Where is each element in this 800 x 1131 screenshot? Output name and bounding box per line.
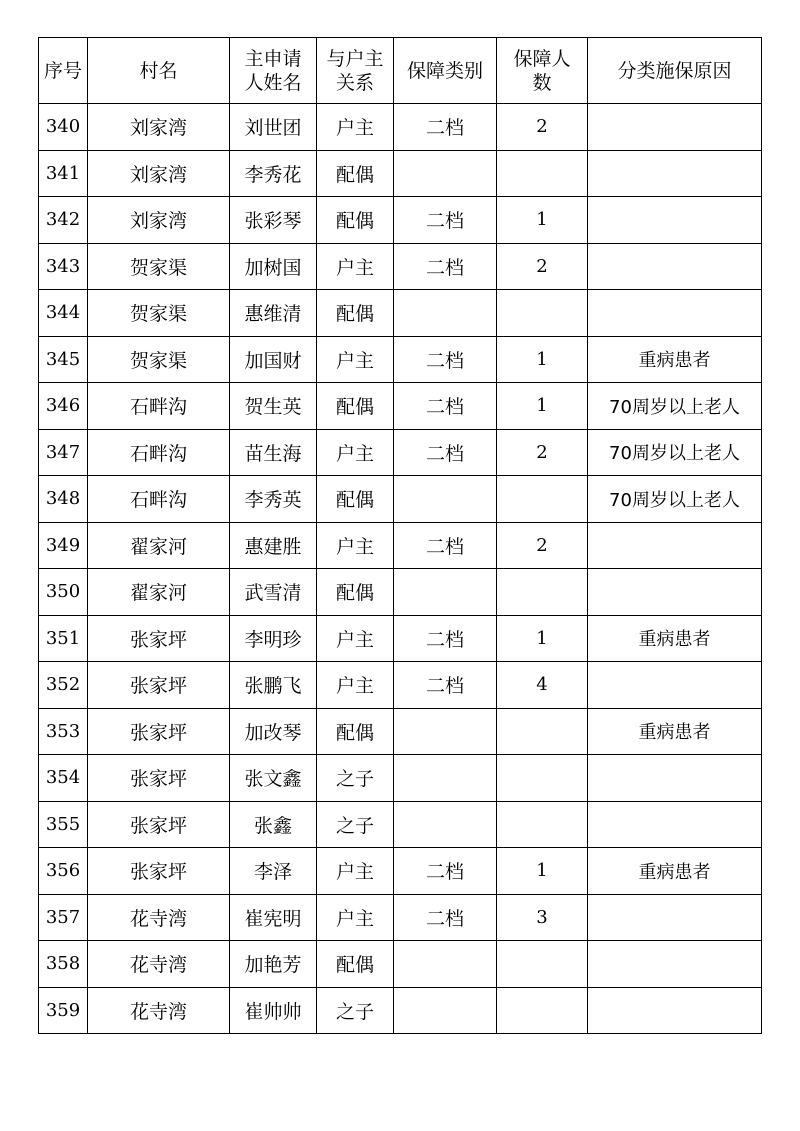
table-row (39, 104, 762, 151)
cell-category: 二档 (394, 848, 497, 895)
cell-applicant-name: 加国财 (230, 336, 317, 383)
cell-reason: 重病患者 (588, 336, 762, 383)
cell-seq: 347 (39, 429, 88, 476)
cell-applicant-name: 贺生英 (230, 383, 317, 430)
cell-seq: 346 (39, 383, 88, 430)
cell-reason: 70周岁以上老人 (588, 383, 762, 430)
cell-count: 3 (497, 894, 588, 941)
table-row (39, 615, 762, 662)
cell-reason (588, 197, 762, 244)
cell-count (497, 569, 588, 616)
cell-seq: 345 (39, 336, 88, 383)
cell-reason: 重病患者 (588, 615, 762, 662)
cell-applicant-name: 张彩琴 (230, 197, 317, 244)
cell-seq: 354 (39, 755, 88, 802)
cell-village: 石畔沟 (88, 383, 230, 430)
cell-village: 贺家渠 (88, 336, 230, 383)
cell-seq: 359 (39, 987, 88, 1034)
cell-village: 张家坪 (88, 662, 230, 709)
cell-village: 石畔沟 (88, 429, 230, 476)
cell-seq: 353 (39, 708, 88, 755)
table-row (39, 894, 762, 941)
cell-relation: 配偶 (317, 708, 394, 755)
cell-count: 1 (497, 615, 588, 662)
cell-applicant-name: 崔宪明 (230, 894, 317, 941)
header-applicant: 主申请 人姓名 (230, 38, 317, 104)
cell-village: 张家坪 (88, 615, 230, 662)
header-category: 保障类别 (394, 38, 497, 104)
cell-reason (588, 243, 762, 290)
cell-category (394, 801, 497, 848)
table-row (39, 662, 762, 709)
cell-seq: 357 (39, 894, 88, 941)
cell-relation: 户主 (317, 615, 394, 662)
cell-relation: 配偶 (317, 941, 394, 988)
cell-village: 贺家渠 (88, 290, 230, 337)
cell-seq: 344 (39, 290, 88, 337)
table-row (39, 336, 762, 383)
cell-reason (588, 801, 762, 848)
table-row (39, 569, 762, 616)
cell-applicant-name: 李秀英 (230, 476, 317, 523)
cell-village: 石畔沟 (88, 476, 230, 523)
cell-category: 二档 (394, 615, 497, 662)
table-row (39, 290, 762, 337)
cell-village: 翟家河 (88, 569, 230, 616)
cell-village: 张家坪 (88, 708, 230, 755)
cell-count: 1 (497, 848, 588, 895)
cell-seq: 350 (39, 569, 88, 616)
cell-category (394, 569, 497, 616)
cell-relation: 配偶 (317, 476, 394, 523)
cell-reason (588, 941, 762, 988)
cell-reason (588, 150, 762, 197)
cell-count (497, 476, 588, 523)
cell-category: 二档 (394, 894, 497, 941)
cell-count (497, 708, 588, 755)
table-row (39, 150, 762, 197)
cell-seq: 355 (39, 801, 88, 848)
table-header (39, 38, 762, 104)
cell-category (394, 987, 497, 1034)
cell-category (394, 476, 497, 523)
cell-seq: 358 (39, 941, 88, 988)
cell-relation: 之子 (317, 987, 394, 1034)
cell-village: 刘家湾 (88, 150, 230, 197)
cell-category (394, 941, 497, 988)
cell-village: 张家坪 (88, 801, 230, 848)
cell-reason: 70周岁以上老人 (588, 476, 762, 523)
cell-reason (588, 290, 762, 337)
cell-village: 刘家湾 (88, 104, 230, 151)
cell-relation: 之子 (317, 801, 394, 848)
cell-reason (588, 987, 762, 1034)
cell-village: 花寺湾 (88, 894, 230, 941)
cell-applicant-name: 张文鑫 (230, 755, 317, 802)
cell-count: 1 (497, 197, 588, 244)
cell-village: 张家坪 (88, 755, 230, 802)
header-row (39, 38, 762, 104)
cell-reason (588, 662, 762, 709)
cell-category: 二档 (394, 383, 497, 430)
cell-count (497, 150, 588, 197)
header-reason: 分类施保原因 (588, 38, 762, 104)
table-row (39, 476, 762, 523)
cell-village: 刘家湾 (88, 197, 230, 244)
cell-category (394, 150, 497, 197)
table-row (39, 383, 762, 430)
table-body (39, 104, 762, 1034)
cell-relation: 户主 (317, 522, 394, 569)
cell-applicant-name: 李秀花 (230, 150, 317, 197)
cell-relation: 配偶 (317, 383, 394, 430)
cell-seq: 351 (39, 615, 88, 662)
cell-applicant-name: 苗生海 (230, 429, 317, 476)
table-row (39, 243, 762, 290)
cell-seq: 343 (39, 243, 88, 290)
cell-relation: 户主 (317, 894, 394, 941)
cell-reason: 重病患者 (588, 708, 762, 755)
cell-count: 2 (497, 522, 588, 569)
cell-category: 二档 (394, 522, 497, 569)
cell-reason (588, 104, 762, 151)
cell-applicant-name: 惠建胜 (230, 522, 317, 569)
cell-seq: 340 (39, 104, 88, 151)
cell-seq: 341 (39, 150, 88, 197)
cell-count (497, 801, 588, 848)
cell-count (497, 290, 588, 337)
cell-applicant-name: 李泽 (230, 848, 317, 895)
cell-relation: 户主 (317, 662, 394, 709)
cell-seq: 342 (39, 197, 88, 244)
cell-count: 2 (497, 104, 588, 151)
cell-seq: 349 (39, 522, 88, 569)
cell-count: 4 (497, 662, 588, 709)
table-row (39, 522, 762, 569)
cell-relation: 户主 (317, 336, 394, 383)
cell-applicant-name: 刘世团 (230, 104, 317, 151)
table-row (39, 848, 762, 895)
table-row (39, 987, 762, 1034)
cell-village: 张家坪 (88, 848, 230, 895)
cell-count: 2 (497, 429, 588, 476)
cell-applicant-name: 李明珍 (230, 615, 317, 662)
cell-applicant-name: 张鹏飞 (230, 662, 317, 709)
header-village: 村名 (88, 38, 230, 104)
header-count: 保障人 数 (497, 38, 588, 104)
cell-reason (588, 569, 762, 616)
header-seq: 序号 (39, 38, 88, 104)
cell-category: 二档 (394, 429, 497, 476)
cell-relation: 户主 (317, 104, 394, 151)
cell-applicant-name: 加树国 (230, 243, 317, 290)
cell-category (394, 290, 497, 337)
cell-relation: 配偶 (317, 150, 394, 197)
cell-applicant-name: 崔帅帅 (230, 987, 317, 1034)
cell-relation: 之子 (317, 755, 394, 802)
assistance-roster-table (38, 37, 762, 1034)
cell-category: 二档 (394, 662, 497, 709)
cell-reason (588, 894, 762, 941)
cell-relation: 配偶 (317, 569, 394, 616)
cell-category (394, 708, 497, 755)
table-row (39, 941, 762, 988)
table-row (39, 801, 762, 848)
cell-village: 翟家河 (88, 522, 230, 569)
cell-category (394, 755, 497, 802)
cell-count: 1 (497, 336, 588, 383)
cell-count (497, 755, 588, 802)
cell-relation: 配偶 (317, 197, 394, 244)
cell-category: 二档 (394, 197, 497, 244)
header-relation: 与户主 关系 (317, 38, 394, 104)
table-row (39, 708, 762, 755)
table-row (39, 755, 762, 802)
cell-seq: 356 (39, 848, 88, 895)
cell-category: 二档 (394, 243, 497, 290)
cell-category: 二档 (394, 336, 497, 383)
cell-seq: 348 (39, 476, 88, 523)
cell-relation: 配偶 (317, 290, 394, 337)
cell-count: 1 (497, 383, 588, 430)
cell-count: 2 (497, 243, 588, 290)
cell-village: 贺家渠 (88, 243, 230, 290)
table-row (39, 429, 762, 476)
cell-relation: 户主 (317, 848, 394, 895)
cell-count (497, 987, 588, 1034)
cell-applicant-name: 加改琴 (230, 708, 317, 755)
cell-village: 花寺湾 (88, 941, 230, 988)
table-row (39, 197, 762, 244)
cell-relation: 户主 (317, 243, 394, 290)
cell-applicant-name: 张鑫 (230, 801, 317, 848)
cell-applicant-name: 加艳芳 (230, 941, 317, 988)
cell-reason (588, 522, 762, 569)
cell-reason (588, 755, 762, 802)
cell-relation: 户主 (317, 429, 394, 476)
cell-reason: 重病患者 (588, 848, 762, 895)
cell-seq: 352 (39, 662, 88, 709)
cell-applicant-name: 武雪清 (230, 569, 317, 616)
cell-applicant-name: 惠维清 (230, 290, 317, 337)
cell-village: 花寺湾 (88, 987, 230, 1034)
cell-category: 二档 (394, 104, 497, 151)
cell-count (497, 941, 588, 988)
cell-reason: 70周岁以上老人 (588, 429, 762, 476)
